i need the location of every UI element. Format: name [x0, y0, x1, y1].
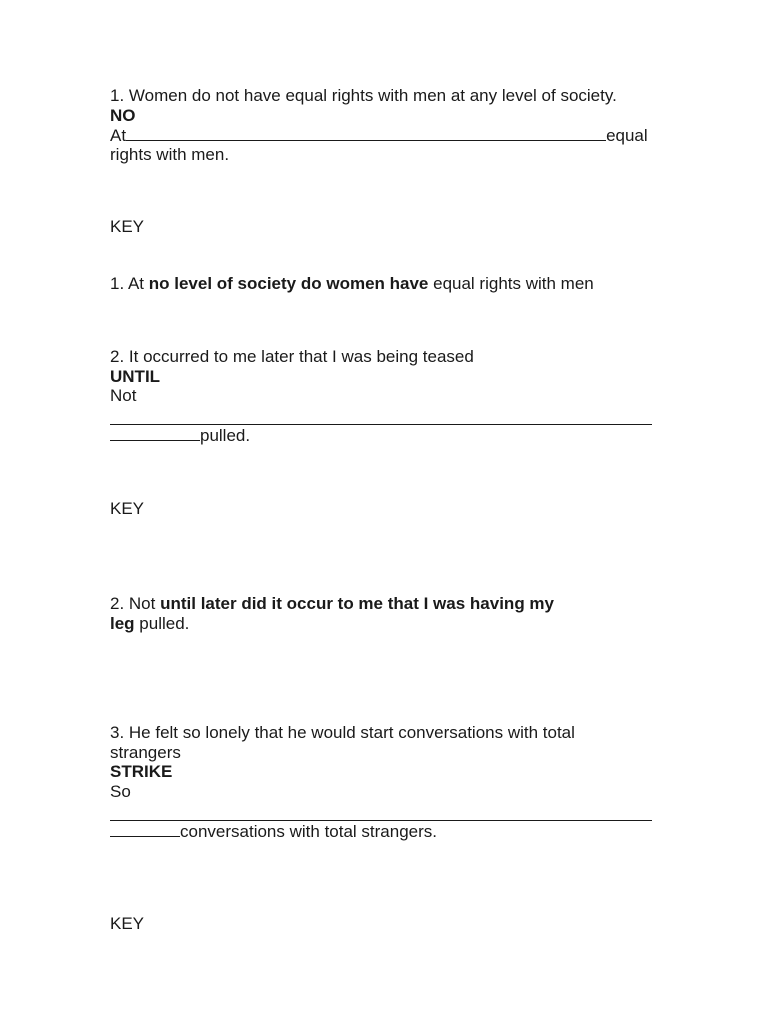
question-1: [110, 86, 656, 164]
key-1-prefix: 1. At: [110, 274, 149, 293]
question-3-sentence-line1: 3. He felt so lonely that he would start conversations with total: [110, 723, 575, 742]
question-3-sentence-line2: strangers: [110, 742, 181, 762]
question-3: [110, 723, 656, 841]
key-1-heading-block: [110, 217, 656, 237]
key-2-heading-block: [110, 499, 656, 519]
question-2-sentence: 2. It occurred to me later that I was being teased: [110, 347, 474, 366]
key-1-bold: no level of society do women have: [148, 274, 429, 293]
question-3-answer-blank-short[interactable]: [110, 821, 180, 837]
key-3-heading: KEY: [110, 914, 145, 933]
key-1-suffix: equal rights with men: [428, 274, 594, 293]
question-2-keyword: UNTIL: [110, 366, 161, 386]
question-2-prompt-start: Not: [110, 386, 137, 406]
question-1-prompt-end: equal: [606, 126, 648, 146]
question-1-prompt: [110, 125, 656, 145]
key-2-bold-line1: until later did it occur to me that I was having my: [160, 594, 554, 613]
key-2-suffix: pulled.: [134, 613, 190, 633]
question-3-answer-blank-line[interactable]: [110, 801, 652, 821]
key-2-prefix: 2. Not: [110, 594, 161, 613]
key-1-answer: [110, 274, 656, 294]
key-2-answer: [110, 594, 656, 633]
question-3-prompt-end: conversations with total strangers.: [180, 821, 438, 841]
question-2-answer-blank-line[interactable]: [110, 406, 652, 426]
key-3-heading-block: [110, 914, 656, 934]
question-3-prompt-end-row: [110, 821, 656, 841]
key-2-bold-line2: leg: [110, 613, 135, 633]
question-2-answer-blank-short[interactable]: [110, 425, 200, 441]
question-2-prompt-end-row: [110, 425, 656, 445]
key-2-heading: KEY: [110, 499, 145, 518]
question-1-keyword: NO: [110, 105, 136, 125]
question-3-prompt-start: So: [110, 781, 131, 801]
question-2-prompt-end: pulled.: [200, 426, 251, 446]
question-1-answer-blank[interactable]: [126, 125, 606, 141]
key-1-heading: KEY: [110, 217, 145, 236]
question-3-keyword: STRIKE: [110, 762, 173, 782]
question-1-sentence: 1. Women do not have equal rights with men at any level of society.: [110, 86, 617, 105]
question-2: [110, 347, 656, 445]
question-1-prompt-line2: rights with men.: [110, 144, 230, 164]
question-1-prompt-start: At: [110, 126, 127, 146]
